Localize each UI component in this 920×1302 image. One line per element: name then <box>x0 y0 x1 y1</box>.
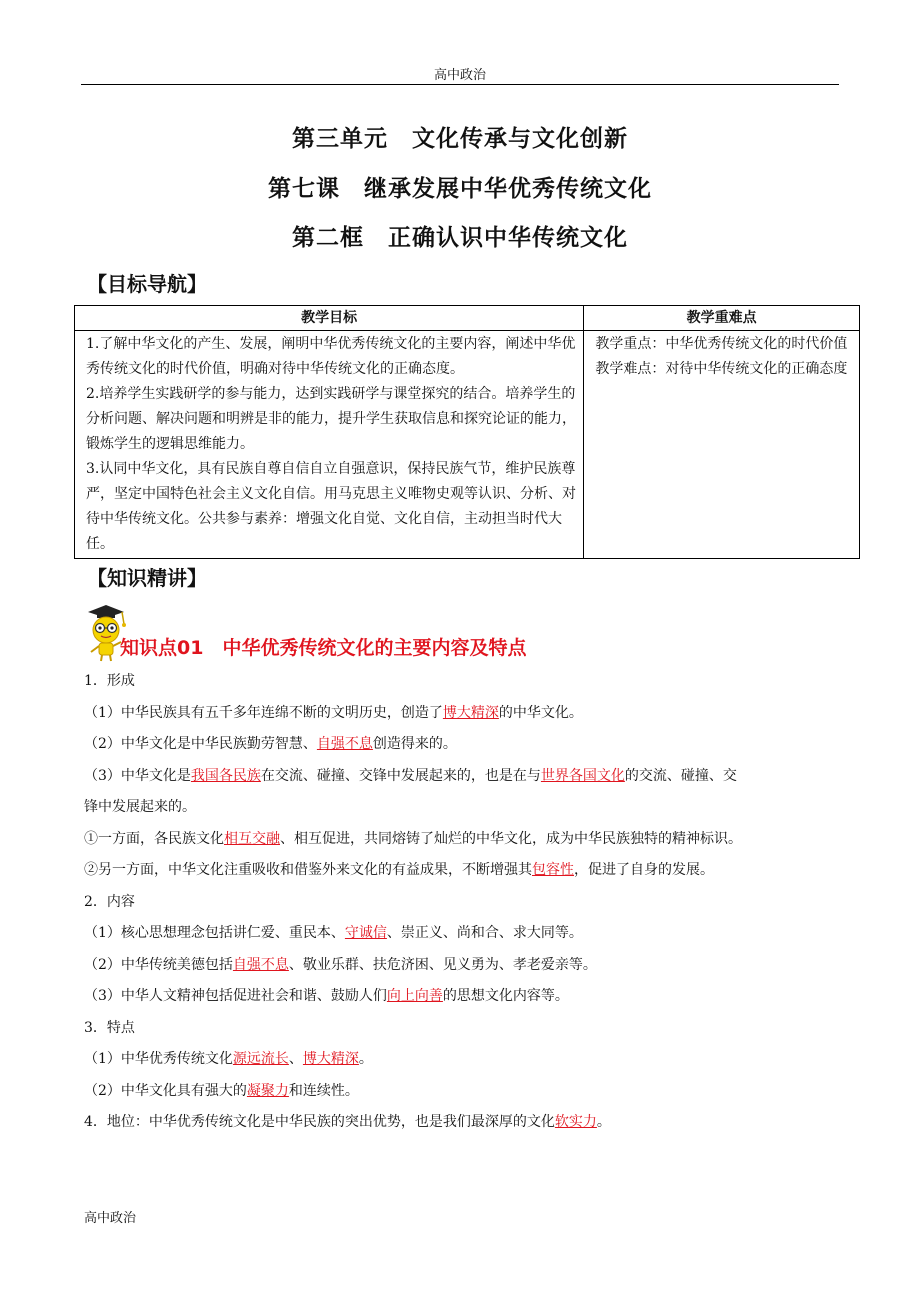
formation-subitem-2: ②另一方面，中华文化注重吸收和借鉴外来文化的有益成果，不断增强其包容性，促进了自身的发展。 <box>84 862 714 878</box>
features-item-2: （2）中华文化具有强大的凝聚力和连续性。 <box>84 1083 359 1099</box>
key-point-item: 教学难点：对待中华传统文化的正确态度 <box>595 361 848 377</box>
highlight-keyword: 包容性 <box>532 862 574 878</box>
highlight-keyword: 自强不息 <box>232 957 289 973</box>
highlight-keyword: 世界各国文化 <box>540 768 625 784</box>
key-points-header: 教学重难点 <box>584 306 860 331</box>
formation-item-2: （2）中华文化是中华民族勤劳智慧、自强不息创造得来的。 <box>84 736 457 752</box>
highlight-keyword: 自强不息 <box>316 736 373 752</box>
features-item-1: （1）中华优秀传统文化源远流长、博大精深。 <box>84 1051 373 1067</box>
objective-item: 1.了解中华文化的产生、发展，阐明中华优秀传统文化的主要内容，阐述中华优秀传统文化的时代价值，明确对待中华传统文化的正确态度。 <box>86 336 576 377</box>
section-formation-heading: 1．形成 <box>84 673 135 689</box>
content-item-1: （1）核心思想理念包括讲仁爱、重民本、守诚信、崇正义、尚和合、求大同等。 <box>84 925 583 941</box>
highlight-keyword: 守诚信 <box>344 925 387 941</box>
highlight-keyword: 博大精深 <box>442 705 499 721</box>
objectives-header: 教学目标 <box>75 306 584 331</box>
lesson-title: 第七课 继承发展中华优秀传统文化 <box>268 176 652 202</box>
section-content-heading: 2．内容 <box>84 894 135 910</box>
key-points-cell <box>584 331 860 559</box>
page-header: 高中政治 <box>433 68 486 83</box>
unit-title: 第三单元 文化传承与文化创新 <box>292 126 628 152</box>
highlight-keyword: 我国各民族 <box>190 768 261 784</box>
objective-item: 2.培养学生实践研学的参与能力，达到实践研学与课堂探究的结合。培养学生的分析问题、解决问题和明辨是非的能力，提升学生获取信息和探究论证的能力，锻炼学生的逻辑思维能力。 <box>86 386 576 452</box>
highlight-keyword: 凝聚力 <box>246 1083 289 1099</box>
formation-item-3-cont: 锋中发展起来的。 <box>84 799 196 815</box>
formation-item-1: （1）中华民族具有五千多年连绵不断的文明历史，创造了博大精深的中华文化。 <box>84 705 583 721</box>
content-item-3: （3）中华人文精神包括促进社会和谐、鼓励人们向上向善的思想文化内容等。 <box>84 988 569 1004</box>
status-paragraph: 4．地位：中华优秀传统文化是中华民族的突出优势，也是我们最深厚的文化软实力。 <box>84 1114 611 1130</box>
objectives-cell <box>75 331 584 559</box>
key-point-item: 教学重点：中华优秀传统文化的时代价值 <box>595 336 848 352</box>
frame-title: 第二框 正确认识中华传统文化 <box>292 225 628 251</box>
highlight-keyword: 源远流长 <box>232 1051 289 1067</box>
goals-heading: 【目标导航】 <box>87 272 207 296</box>
knowledge-point-title: 知识点01 中华优秀传统文化的主要内容及特点 <box>120 637 527 659</box>
header-divider <box>81 84 839 85</box>
goals-table <box>74 305 860 559</box>
knowledge-heading: 【知识精讲】 <box>87 566 207 590</box>
highlight-keyword: 博大精深 <box>302 1051 359 1067</box>
highlight-keyword: 相互交融 <box>224 831 280 847</box>
formation-subitem-1: ①一方面，各民族文化相互交融、相互促进，共同熔铸了灿烂的中华文化，成为中华民族独特的精神标识。 <box>84 831 742 847</box>
highlight-keyword: 软实力 <box>554 1114 597 1130</box>
highlight-keyword: 向上向善 <box>386 988 443 1004</box>
formation-item-3: （3）中华文化是我国各民族在交流、碰撞、交锋中发展起来的，也是在与世界各国文化的交流、碰撞、交 <box>84 768 737 784</box>
content-item-2: （2）中华传统美德包括自强不息、敬业乐群、扶危济困、见义勇为、孝老爱亲等。 <box>84 957 597 973</box>
page-footer: 高中政治 <box>84 1211 137 1226</box>
section-features-heading: 3．特点 <box>84 1020 135 1036</box>
objective-item: 3.认同中华文化，具有民族自尊自信自立自强意识，保持民族气节，维护民族尊严，坚定中国特色社会主义文化自信。用马克思主义唯物史观等认识、分析、对待中华传统文化。公共参与素养：增强文化自觉、文化自信，主动担当时代大任。 <box>86 461 576 552</box>
